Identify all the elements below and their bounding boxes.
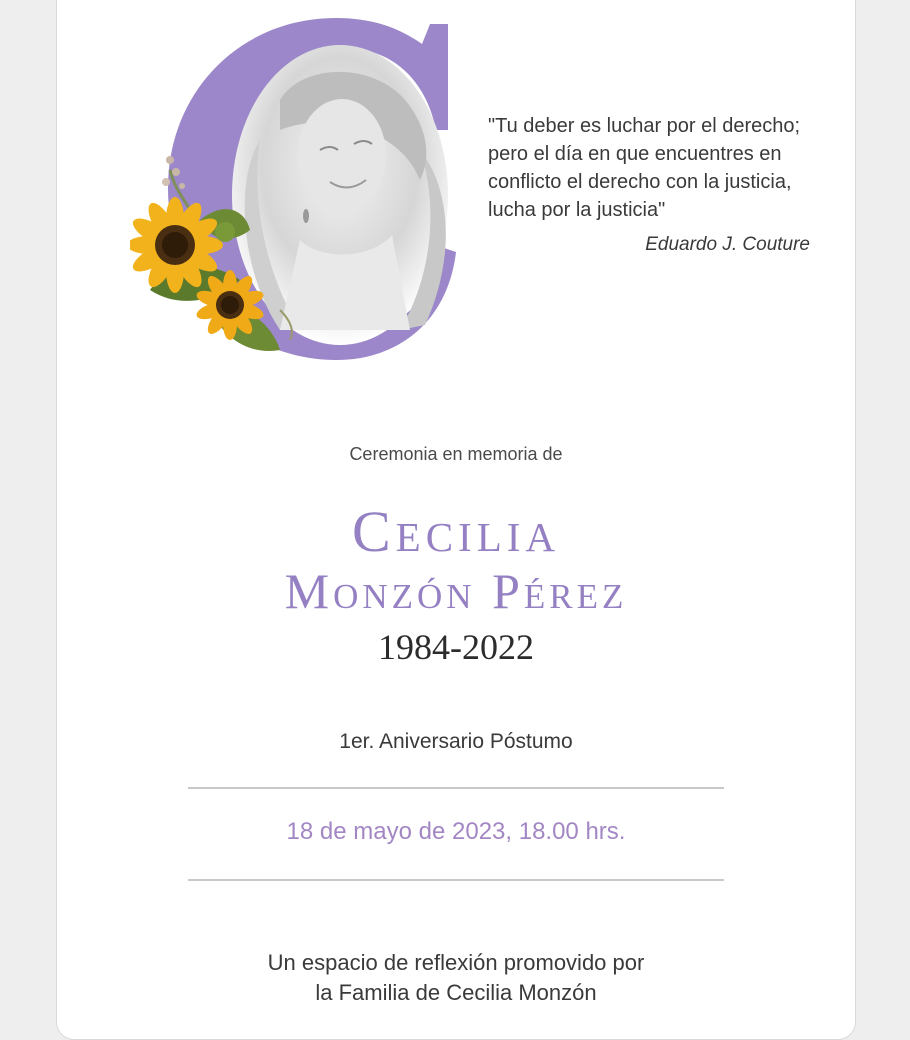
anniversary-label: 1er. Aniversario Póstumo xyxy=(339,730,573,753)
honoree-surnames: Monzón Pérez xyxy=(284,563,628,619)
honoree-first-name: Cecilia xyxy=(351,499,561,564)
quote-author: Eduardo J. Couture xyxy=(645,234,810,255)
quote-block xyxy=(488,112,868,224)
portrait-photo xyxy=(232,45,448,345)
quote-line: conflicto el derecho con la justicia, xyxy=(488,171,792,193)
monogram-portrait xyxy=(130,10,470,370)
footer-line: la Familia de Cecilia Monzón xyxy=(315,980,597,1005)
footer-line: Un espacio de reflexión promovido por xyxy=(267,950,645,975)
quote-line: "Tu deber es luchar por el derecho; xyxy=(488,115,801,137)
ceremony-intro: Ceremonia en memoria de xyxy=(349,444,563,464)
life-years: 1984-2022 xyxy=(378,627,534,667)
quote-line: lucha por la justicia" xyxy=(488,199,666,221)
quote-line: pero el día en que encuentres en xyxy=(488,143,782,165)
event-date: 18 de mayo de 2023, 18.00 hrs. xyxy=(286,818,626,845)
footer-text xyxy=(56,948,856,1008)
divider-bottom xyxy=(188,879,724,881)
divider-top xyxy=(188,787,724,789)
